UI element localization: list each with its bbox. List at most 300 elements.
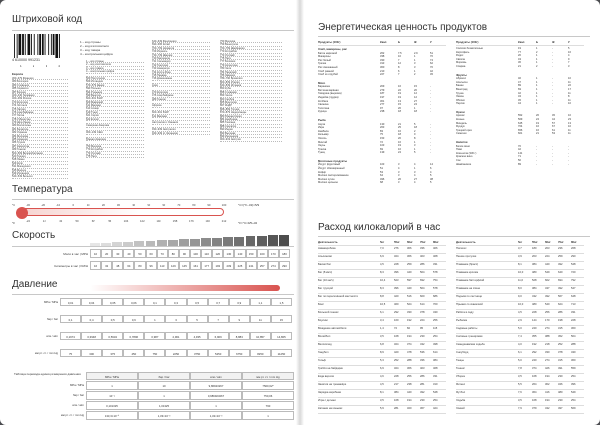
kcal-head: Деятельность <box>456 240 476 244</box>
kmh-cell: 241 <box>246 261 257 270</box>
energy-cell: 1 <box>536 91 538 95</box>
mph-cell: 70 <box>157 249 168 258</box>
kcal-cell: 10,5 <box>380 303 386 306</box>
pressure-cell: 0,7 <box>208 298 229 306</box>
energy-cell: Арахис <box>456 114 465 118</box>
kcal-cell: 692 <box>420 279 425 282</box>
mph-cell: 140 <box>234 249 245 258</box>
energy-cell: Акула <box>318 122 326 126</box>
kcal-cell: 292 <box>532 351 537 354</box>
kcal-cell: 5,0 <box>518 327 522 330</box>
energy-cell: 141 <box>518 151 523 155</box>
barcode-legend-item: 3 – код товара <box>80 48 101 52</box>
kcal-cell: 7,4 <box>518 335 522 338</box>
thermometer-bulb <box>16 207 28 219</box>
conversion-cell: 1,33×10⁻³ <box>138 411 190 420</box>
kcal-cell: Гольф <box>318 359 326 362</box>
energy-cell: 12 <box>398 62 401 66</box>
energy-cell: 10 <box>398 55 401 59</box>
row-line <box>456 365 584 366</box>
temperature-tick: 50 <box>147 203 151 207</box>
energy-cell: 14 <box>430 163 433 167</box>
kcal-cell: 168 <box>532 375 537 378</box>
kcal-cell: 600 <box>420 295 425 298</box>
kcal-cell: Большой теннис <box>318 311 339 314</box>
pressure-cell: 0,4 <box>81 315 102 323</box>
kcal-cell: 403 <box>420 255 425 258</box>
kmh-cell: 161 <box>190 261 201 270</box>
kcal-cell: Хоккей <box>456 407 465 410</box>
kcal-title: Расход килокалорий в час <box>318 222 441 233</box>
country-code-line: 784 Парагвай <box>220 71 282 74</box>
kcal-cell: Плавание кролем <box>456 271 479 274</box>
energy-cell: 1 <box>536 102 538 106</box>
country-code-line: 476 Азербайджан <box>152 94 210 97</box>
speed-bar <box>101 243 111 247</box>
energy-cell: Редис <box>456 54 464 58</box>
energy-cell: 12 <box>414 92 417 96</box>
country-code-line: 860 Сербия <box>220 98 282 101</box>
conversion-head-cell: мм рт. ст. / mm Hg <box>242 372 294 380</box>
energy-cell: 301 <box>380 99 385 103</box>
energy-cell: 645 <box>518 121 523 125</box>
pressure-cell: 11250 <box>271 349 292 357</box>
speed-bar <box>223 237 233 246</box>
countries-europe-heading: Европа <box>12 72 23 76</box>
kcal-cell: 624 <box>558 303 563 306</box>
kcal-cell: 224 <box>420 319 425 322</box>
energy-head: Б <box>398 40 401 44</box>
energy-cell: - <box>430 110 431 114</box>
kcal-cell: Силовые тренировки <box>456 335 483 338</box>
energy-cell: Абрикос <box>456 77 467 81</box>
energy-cell: 44 <box>552 118 555 121</box>
country-code-line: 742 Гондурас <box>152 64 210 67</box>
pressure-cell: 0,1974 <box>60 332 81 340</box>
country-code-line: 528 Ливан <box>12 158 68 161</box>
kcal-cell: 115 <box>433 327 438 330</box>
kcal-cell: 569 <box>571 407 576 410</box>
kmh-cell: 48 <box>112 261 123 270</box>
energy-cell: 2.9 <box>414 51 418 55</box>
kcal-cell: 228 <box>532 311 537 314</box>
kcal-cell: 528 <box>532 279 537 282</box>
energy-cell: 139 <box>380 151 385 155</box>
speed-bar <box>268 235 278 246</box>
kcal-cell: Альпинизм <box>318 255 332 258</box>
country-code-line: 476 Азербайджан <box>12 111 68 114</box>
conversion-cell: 760 <box>242 401 294 410</box>
energy-cell: - <box>430 147 431 151</box>
energy-head: Продукты (100г) <box>318 40 341 44</box>
energy-cell: 62 <box>430 62 433 66</box>
kcal-cell: Садовые работы <box>456 327 478 330</box>
barcode-bar <box>53 34 55 55</box>
energy-cell: 36 <box>518 61 521 65</box>
conversion-row-label: мм рт. ст. / mm Hg <box>60 413 84 417</box>
row-line <box>456 261 584 262</box>
energy-cell: Сок <box>456 158 461 162</box>
country-code-line: 930–939 Австралия <box>152 128 210 131</box>
barcode-bar <box>37 34 38 55</box>
pressure-cell: 0,5 <box>102 315 123 323</box>
pressure-cell: 8,883 <box>229 332 250 340</box>
kcal-cell: 504 <box>420 271 425 274</box>
barcode-bar <box>59 34 60 58</box>
row-line <box>318 389 446 390</box>
country-code-line: 609 Маврикий <box>86 101 144 104</box>
energy-cell: 69 <box>518 87 521 91</box>
energy-cell: 53 <box>380 170 383 174</box>
pressure-cell: 300 <box>81 349 102 357</box>
energy-head: Продукты (100г) <box>456 40 479 44</box>
row-line <box>456 309 584 310</box>
speed-bar <box>257 236 267 247</box>
mph-cell: 120 <box>212 249 223 258</box>
conversion-cell: 0,101325 <box>86 401 138 410</box>
energy-cell: - <box>430 126 431 130</box>
energy-cell: 1 <box>414 167 416 170</box>
row-line <box>318 293 446 294</box>
energy-cell: 1 <box>536 87 538 91</box>
conversion-row-label: атм / atm <box>72 403 84 407</box>
country-code-line: Австралия и Океания <box>152 121 210 124</box>
energy-cell: - <box>552 50 553 54</box>
energy-cell: - <box>430 92 431 96</box>
energy-cell: 21 <box>536 132 539 136</box>
row-line <box>318 309 446 310</box>
country-code-line: 859 Чехия <box>220 94 282 97</box>
speed-bar <box>212 238 222 247</box>
row-line <box>456 389 584 390</box>
energy-cell: 16 <box>536 125 539 129</box>
country-code-line: 759 Венесуэла <box>220 43 282 46</box>
pressure-row-label: MPa / МПа <box>44 300 58 304</box>
country-code-line: 858 Словакия <box>220 91 282 94</box>
kcal-cell: Футбол <box>456 391 466 394</box>
energy-cell: 16 <box>398 129 401 133</box>
energy-cell: 2 <box>536 50 538 54</box>
kcal-cell: 238 <box>407 383 412 386</box>
energy-cell: 1 <box>536 54 538 58</box>
energy-cell: Грецкий орех <box>456 128 472 132</box>
kcal-cell: 10,0 <box>518 303 524 306</box>
kcal-cell: 430 <box>571 351 576 354</box>
pressure-cell: 0,1 <box>60 315 81 323</box>
country-code-line: 890 Индия <box>220 128 282 131</box>
country-code-line: 481 Беларусь <box>12 128 68 131</box>
temperature-tick: 60 <box>162 203 166 207</box>
country-code-line: 535 Мальта <box>12 169 68 172</box>
energy-cell: - <box>430 122 431 126</box>
energy-cell: 27 <box>414 99 417 103</box>
country-code-line: 539 Ирландия <box>12 172 68 175</box>
energy-cell: 1 <box>536 61 538 65</box>
kmh-label: Километры в час | KM/H <box>54 264 88 268</box>
kcal-cell: 384 <box>532 263 537 266</box>
kcal-cell: 230 <box>558 399 563 402</box>
kcal-cell: 217 <box>394 383 399 386</box>
kcal-cell: 4,6 <box>380 375 384 378</box>
pressure-table <box>34 298 290 368</box>
kcal-cell: 384 <box>532 287 537 290</box>
barcode-legend <box>80 40 113 56</box>
energy-cell: 26 <box>398 177 401 181</box>
kcal-cell: 364 <box>532 391 537 394</box>
energy-cell: 3 <box>414 144 416 148</box>
energy-cell: 279 <box>380 88 385 92</box>
celsius-label: °C <box>12 203 16 207</box>
energy-cell: Окунь <box>318 144 326 148</box>
kcal-cell: Гребля на байдарке <box>318 367 343 370</box>
energy-cell: 70 <box>518 144 521 148</box>
temperature-tick: 212 <box>221 219 227 223</box>
energy-cell: 3 <box>414 62 416 66</box>
energy-cell: 16 <box>398 85 401 89</box>
country-code-line: 3 – код товара <box>86 67 144 70</box>
energy-cell: 13 <box>398 99 401 103</box>
country-code-line: 789–790 Бразилия <box>220 77 282 80</box>
energy-cell: 75 <box>380 133 383 137</box>
kcal-cell: 6,9 <box>380 255 384 258</box>
energy-head: У <box>568 40 570 44</box>
conversion-head-cell: атм / atm <box>190 372 242 380</box>
kcal-cell: 480 <box>532 303 537 306</box>
row-line <box>318 373 446 374</box>
pressure-cell: 11 <box>250 315 271 323</box>
kcal-cell: 4,5 <box>380 263 384 266</box>
country-code-line: 867 КНДР <box>220 104 282 107</box>
pressure-cell: 3750 <box>187 349 208 357</box>
row-line <box>318 397 446 398</box>
country-codes-col-4 <box>220 40 282 142</box>
barcode-bar <box>14 34 15 58</box>
country-code-line: 385 Хорватия <box>12 87 68 90</box>
kcal-cell: 578 <box>433 271 438 274</box>
pressure-cell: 0,5 <box>187 298 208 306</box>
energy-cell: 51 <box>430 51 433 55</box>
kcal-cell: 224 <box>545 255 550 258</box>
energy-cell: Кока-кола (330 г) <box>456 151 477 155</box>
energy-cell: 67 <box>552 125 555 129</box>
conversion-cell: 10 <box>138 381 190 390</box>
kcal-cell: 6,9 <box>380 367 384 370</box>
country-code-line: 888 Сингапур <box>220 125 282 128</box>
country-code-line: 743 Никарагуа <box>152 67 210 70</box>
conversion-cell: 1 <box>242 411 294 420</box>
kmh-cell: 145 <box>179 261 190 270</box>
country-code-line: 760–769 Швейцария <box>220 47 282 50</box>
kcal-cell: 5,0 <box>518 359 522 362</box>
energy-head: У <box>430 40 432 44</box>
energy-cell: 1 <box>414 55 416 59</box>
energy-cell: 44 <box>518 102 521 106</box>
energy-cell: Банан <box>456 84 464 88</box>
kcal-cell: 754 <box>433 279 438 282</box>
pressure-cell: 1,5 <box>271 298 292 306</box>
divider <box>318 236 590 237</box>
kcal-cell: 8,3 <box>380 271 384 274</box>
row-line <box>456 277 584 278</box>
pressure-cell: 10,857 <box>250 332 271 340</box>
temperature-tick: -30 <box>25 203 31 207</box>
kcal-cell: 432 <box>532 295 537 298</box>
energy-cell: Кешью <box>456 118 465 121</box>
energy-cell: Минтай <box>318 140 328 144</box>
energy-cell: Молоко цельное <box>318 181 338 185</box>
energy-cell: Персик <box>456 102 465 106</box>
kcal-cell: 8,1 <box>518 263 522 266</box>
row-line <box>456 253 584 254</box>
kcal-cell: Аквааэробика <box>318 247 336 250</box>
row-line <box>456 45 584 46</box>
energy-cell: Рис смешанный <box>318 65 338 69</box>
country-code-line: 600–601 ЮАР <box>152 111 210 114</box>
kcal-cell: 396 <box>394 287 399 290</box>
kmh-cell: 274 <box>268 261 279 270</box>
energy-cell: 12 <box>414 96 417 99</box>
barcode-bar <box>19 34 22 55</box>
energy-cell: - <box>536 155 537 159</box>
kcal-cell: 355 <box>532 335 537 338</box>
kcal-cell: 3,5 <box>518 399 522 402</box>
mph-cell: 100 <box>190 249 201 258</box>
kmh-cell: 209 <box>223 261 234 270</box>
energy-cell: 19 <box>398 96 401 99</box>
row-line <box>456 413 584 414</box>
kcal-cell: 403 <box>420 367 425 370</box>
energy-cell: 18 <box>414 126 417 130</box>
kcal-cell: Подъём по лестнице <box>456 295 482 298</box>
energy-cell: 24 <box>536 118 539 121</box>
energy-cell: - <box>430 136 431 140</box>
country-codes-col-3 <box>152 40 210 135</box>
kcal-cell: Велосипед <box>318 343 332 346</box>
kcal-cell: 504 <box>420 287 425 290</box>
speed-bars <box>90 234 290 246</box>
kcal-cell: 330 <box>545 351 550 354</box>
speed-bar <box>146 241 156 247</box>
conversion-cell: 10⁻¹ <box>86 391 138 400</box>
country-code-line: 730–739 Швеция <box>152 54 210 57</box>
speed-bar <box>179 239 189 246</box>
celsius-ticks <box>25 203 227 207</box>
kcal-cell: 281 <box>394 407 399 410</box>
energy-cell: - <box>552 155 553 159</box>
barcode-legend-item: 4 – контрольная цифра <box>80 52 113 56</box>
country-code-line: 729 Израиль <box>152 50 210 53</box>
kcal-head: 70кг <box>420 240 426 244</box>
country-code-line: 770 Колумбия <box>86 148 144 151</box>
row-line <box>318 349 446 350</box>
energy-cell: Рис белый <box>318 58 331 62</box>
energy-cell: 19 <box>398 144 401 148</box>
pressure-cell: 7 <box>208 315 229 323</box>
kcal-cell: 274 <box>545 327 550 330</box>
speed-bar <box>112 242 122 246</box>
mph-cell: 160 <box>257 249 268 258</box>
temperature-tick: 176 <box>188 219 194 223</box>
pressure-cell: 9 <box>229 315 250 323</box>
kcal-cell: 8,3 <box>380 287 384 290</box>
temperature-tick: 104 <box>123 219 129 223</box>
kcal-cell: 336 <box>420 247 425 250</box>
energy-cell: - <box>430 106 431 110</box>
barcode-bar <box>48 34 49 55</box>
kcal-cell: Волейбол <box>318 335 331 338</box>
mph-cell: 180 <box>279 249 290 258</box>
kcal-cell: 160 <box>394 319 399 322</box>
energy-cell: 42 <box>430 69 433 73</box>
energy-cell: 74 <box>430 58 433 62</box>
mph-cell: 90 <box>179 249 190 258</box>
energy-cell: 704 <box>518 125 523 129</box>
temperature-tick: 20 <box>101 203 105 207</box>
energy-cell: 89 <box>518 162 521 166</box>
energy-cell: - <box>430 151 431 155</box>
row-line <box>456 325 584 326</box>
pressure-cell: 6750 <box>229 349 250 357</box>
kcal-cell: 480 <box>532 271 537 274</box>
energy-cell: 103 <box>380 144 385 148</box>
temperature-tick: 50 <box>75 219 79 223</box>
kcal-cell: 426 <box>545 367 550 370</box>
kcal-cell: 259 <box>407 263 412 266</box>
kcal-cell: 378 <box>558 351 563 354</box>
kcal-cell: 468 <box>433 367 438 370</box>
country-code-line: 773 Уругвай <box>86 152 144 155</box>
energy-cell: 23 <box>568 118 571 121</box>
energy-cell: 1 <box>414 147 416 151</box>
energy-cell: - <box>552 148 553 152</box>
mph-cell: 130 <box>223 249 234 258</box>
kcal-head: 80кг <box>433 240 439 244</box>
country-code-line: 700–709 Норвегия <box>152 47 210 50</box>
conversion-head-cell: MPa / МПа <box>86 372 138 380</box>
celsius-formula: °C=(°F−32)×5/9 <box>238 203 260 207</box>
energy-cell: 4 <box>414 174 416 178</box>
kcal-cell: 440 <box>545 263 550 266</box>
kmh-cell: 177 <box>201 261 212 270</box>
energy-cell: 83 <box>380 129 383 133</box>
energy-cell: - <box>568 148 569 152</box>
country-code-line: 380 Болгария <box>12 80 68 83</box>
energy-head: Ж <box>552 40 555 44</box>
energy-cell: Сосиски безмолочные <box>456 47 483 50</box>
pressure-cell: 750 <box>144 349 165 357</box>
energy-cell: 8 <box>568 95 570 99</box>
country-code-line: 590 Польша <box>86 87 144 90</box>
kcal-cell: 548 <box>433 391 438 394</box>
energy-cell: Виноград <box>456 87 468 91</box>
energy-cell: - <box>552 65 553 68</box>
energy-cell: - <box>552 57 553 61</box>
kcal-cell: 274 <box>545 359 550 362</box>
kcal-cell: 192 <box>532 343 537 346</box>
energy-cell: 3 <box>414 65 416 69</box>
kcal-cell: Танцы <box>456 359 464 362</box>
energy-cell: Молоко сухое <box>318 177 335 181</box>
energy-cell: - <box>430 88 431 92</box>
barcode-digits: 4 610000 991231 <box>12 58 40 62</box>
energy-cell: 1 <box>536 95 538 99</box>
kcal-cell: 648 <box>571 295 576 298</box>
kcal-cell: 4,0 <box>518 343 522 346</box>
energy-cell: 11 <box>568 91 571 95</box>
barcode-number-label: 1 <box>20 64 22 68</box>
kcal-cell: 602 <box>545 279 550 282</box>
country-code-line: 000–139 США <box>86 131 144 134</box>
